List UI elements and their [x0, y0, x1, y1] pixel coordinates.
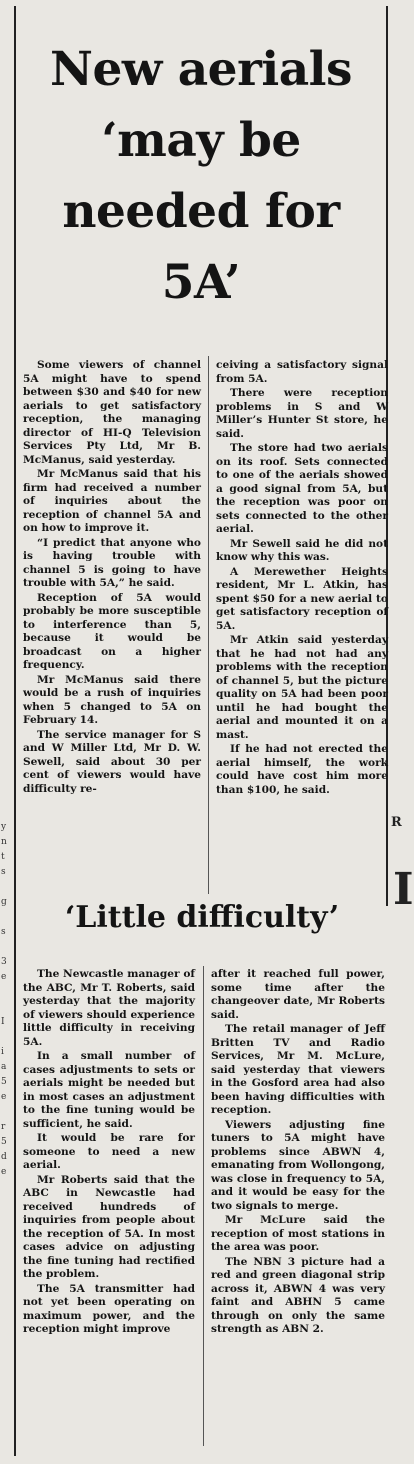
- headline-line-2: ‘may be: [101, 113, 301, 168]
- adjacent-article-fragment-large: I: [393, 864, 414, 915]
- paragraph: Viewers adjusting fine tuners to 5A might have problems since ABWN 4, emanating from Wollongong, was close in frequency to 5A, and it would be easy for the two signals to merge.: [211, 1118, 385, 1212]
- paragraph: If he had not erected the aerial himself, the work could have cost him more than $100, he said.: [216, 743, 388, 796]
- section1-column-divider: [208, 356, 209, 894]
- paragraph: Mr Sewell said he did not know why this was.: [216, 537, 388, 563]
- left-column-rule: [14, 6, 16, 1456]
- paragraph: There were reception problems in S and W Miller’s Hunter St store, he said.: [216, 387, 388, 440]
- paragraph: It would be rare for someone to need a new aerial.: [23, 1132, 195, 1171]
- paragraph: Reception of 5A would probably be more susceptible to interference than 5, because it would be broadcast on a higher frequency.: [23, 591, 201, 671]
- headline-line-4: 5A’: [161, 255, 241, 310]
- paragraph: Some viewers of channel 5A might have to spend between $30 and $40 for new aerials to get satisfactory reception, the managing director of HI-Q Television Services Pty Ltd, Mr B. McManus, said yesterday.: [23, 359, 201, 466]
- section1-column-1: [23, 359, 201, 797]
- paragraph: The 5A transmitter had not yet been operating on maximum power, and the reception might improve: [23, 1282, 195, 1335]
- paragraph: The store had two aerials on its roof. Sets connected to one of the aerials showed a good signal from 5A, but the reception was poor on sets connected to the other aerial.: [216, 442, 388, 535]
- paragraph: Mr Roberts said that the ABC in Newcastle had received hundreds of inquiries from people about the reception of 5A. In most cases advice on adjusting the fine tuning had rectified the problem.: [23, 1173, 195, 1280]
- headline-line-3: needed for: [62, 184, 340, 239]
- paragraph: Mr McManus said there would be a rush of inquiries when 5 changed to 5A on February 14.: [23, 673, 201, 726]
- left-edge-fragments: y n t s g s 3 e I i a 5 e r 5 d e: [1, 822, 7, 1177]
- paragraph: Mr McManus said that his firm had received a number of inquiries about the reception of channel 5A and on how to improve it.: [23, 468, 201, 534]
- section2-column-divider: [203, 966, 204, 1446]
- paragraph: after it reached full power, some time after the changeover date, Mr Roberts said.: [211, 968, 385, 1021]
- paragraph: In a small number of cases adjustments to sets or aerials might be needed but in most cases an adjustment to the fine tuning would be sufficient, he said.: [23, 1050, 195, 1130]
- adjacent-article-fragment-small: R: [391, 815, 402, 830]
- paragraph: The Newcastle manager of the ABC, Mr T. Roberts, said yesterday that the majority of viewers should experience little difficulty in receiving 5A.: [23, 968, 195, 1048]
- paragraph: A Merewether Heights resident, Mr L. Atkin, has spent $50 for a new aerial to get satisfactory reception of 5A.: [216, 565, 388, 632]
- section2-column-1: [23, 968, 195, 1338]
- headline-line-1: New aerials: [50, 42, 352, 97]
- section1-column-2: [216, 359, 388, 798]
- paragraph: Mr McLure said the reception of most stations in the area was poor.: [211, 1214, 385, 1253]
- paragraph: “I predict that anyone who is having trouble with channel 5 is going to have trouble with 5A,” he said.: [23, 536, 201, 589]
- paragraph: Mr Atkin said yesterday that he had not had any problems with the reception of channel 5, but the picture quality on 5A had been poor until he had bought the aerial and mounted it on a mast.: [216, 634, 388, 741]
- paragraph: The retail manager of Jeff Britten TV and Radio Services, Mr M. McLure, said yesterday that viewers in the Gosford area had also been having difficulties with reception.: [211, 1023, 385, 1116]
- headline: [22, 34, 380, 318]
- subheading: ‘Little difficulty’: [64, 900, 340, 935]
- paragraph: The service manager for S and W Miller Ltd, Mr D. W. Sewell, said about 30 per cent of viewers would have difficulty re-: [23, 728, 201, 795]
- section2-column-2: [211, 968, 385, 1338]
- paragraph: ceiving a satisfactory signal from 5A.: [216, 359, 388, 385]
- paragraph: The NBN 3 picture had a red and green diagonal strip across it, ABWN 4 was very faint and ABHN 5 came through on only the same strength as ABN 2.: [211, 1255, 385, 1335]
